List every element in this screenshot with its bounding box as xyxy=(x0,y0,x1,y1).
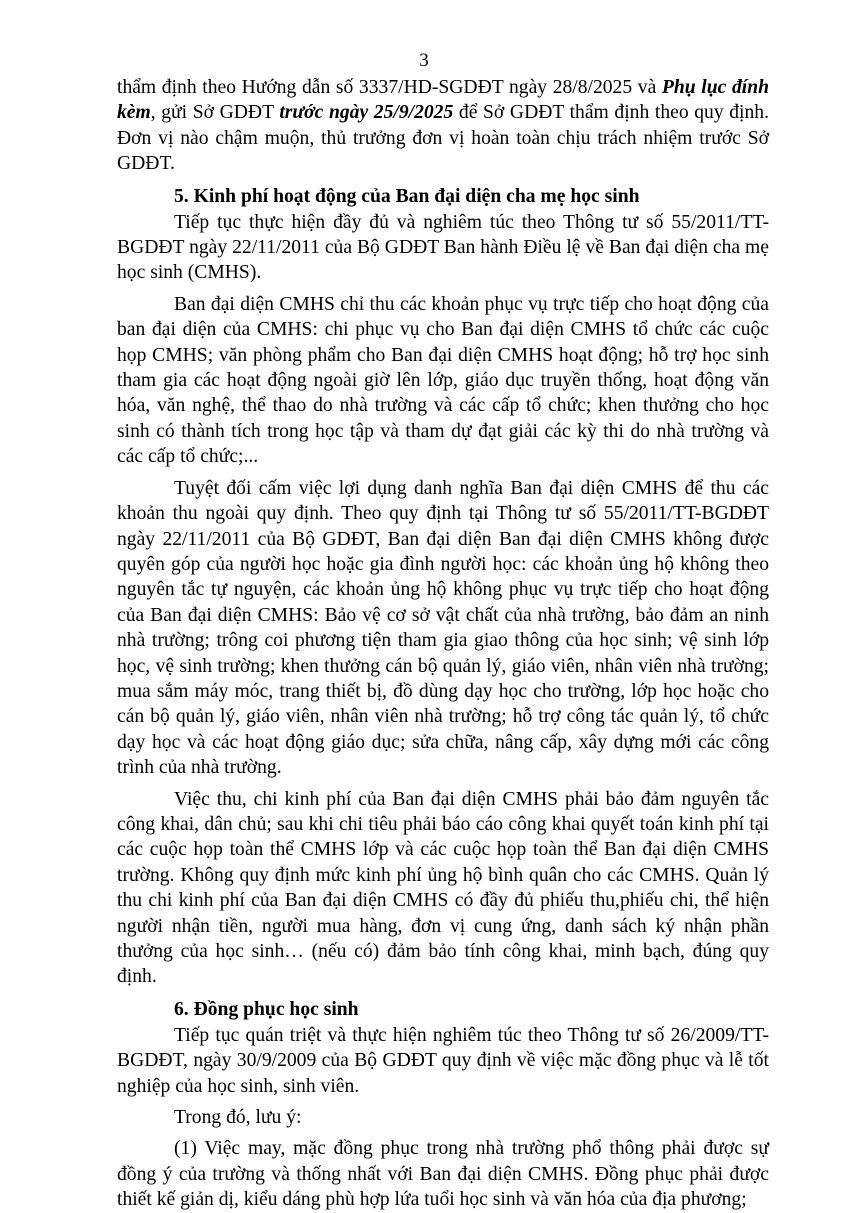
intro-text-3: , gửi Sở GDĐT xyxy=(150,102,280,124)
intro-appendix-emphasis: Phụ lục đính kèm xyxy=(117,77,769,124)
section-6-paragraph-2: Trong đó, lưu ý: xyxy=(174,1107,302,1129)
document-body xyxy=(117,75,769,1213)
section-5-heading: 5. Kinh phí hoạt động của Ban đại diện cha mẹ học sinh xyxy=(174,185,640,207)
intro-paragraph xyxy=(117,75,769,177)
intro-text-1: thẩm định theo Hướng dẫn số 3337/HD-SGDĐT ngày 28/8/2025 và xyxy=(117,77,662,98)
page-number: 3 xyxy=(419,50,429,71)
section-5-paragraph-3: Tuyệt đối cấm việc lợi dụng danh nghĩa Ban đại diện CMHS để thu các khoản thu ngoài quy định. Theo quy định tại Thông tư số 55/2011/TT-BGDĐT ngày 22/11/2011 của Bộ GDĐT, Ban đại diện Ban đại diện CMHS không được quyên góp của người học hoặc gia đình người học: các khoản ủng hộ không theo nguyên tắc tự nguyện, các khoản ủng hộ không phục vụ trực tiếp cho hoạt động của Ban đại diện CMHS: Bảo vệ cơ sở vật chất của nhà trường, bảo đảm an ninh nhà trường; trông coi phương tiện tham gia giao thông của học sinh; vệ sinh lớp học, vệ sinh trường; khen thưởng cán bộ quản lý, giáo viên, nhân viên nhà trường; mua sắm máy móc, trang thiết bị, đồ dùng dạy học cho trường, lớp học hoặc cho cán bộ quản lý, giáo viên, nhân viên nhà trường; hỗ trợ công tác quản lý, tổ chức dạy học và các hoạt động giáo dục; sửa chữa, nâng cấp, xây dựng mới các công trình của nhà trường. xyxy=(117,477,769,779)
section-5-paragraph-1: Tiếp tục thực hiện đầy đủ và nghiêm túc theo Thông tư số 55/2011/TT-BGDĐT ngày 22/11/2011 của Bộ GDĐT Ban hành Điều lệ về Ban đại diện cha mẹ học sinh (CMHS). xyxy=(117,211,769,284)
section-5-paragraph-2: Ban đại diện CMHS chỉ thu các khoản phục vụ trực tiếp cho hoạt động của ban đại diện của CMHS: chi phục vụ cho Ban đại diện CMHS tổ chức các cuộc họp CMHS; văn phòng phẩm cho Ban đại diện CMHS hoạt động; hỗ trợ học sinh tham gia các hoạt động ngoài giờ lên lớp, giáo dục truyền thống, hoạt động văn hóa, văn nghệ, thể thao do nhà trường và các cấp tổ chức; khen thưởng cho học sinh có thành tích trong học tập và tham dự đạt giải các kỳ thi do nhà trường và các cấp tổ chức;... xyxy=(117,293,769,468)
section-6-heading: 6. Đồng phục học sinh xyxy=(174,998,359,1020)
section-5-paragraph-4: Việc thu, chi kinh phí của Ban đại diện CMHS phải bảo đảm nguyên tắc công khai, dân chủ; sau khi chi tiêu phải báo cáo công khai quyết toán kinh phí tại các cuộc họp toàn thể CMHS lớp và các cuộc họp toàn thể Ban đại diện CMHS trường. Không quy định mức kinh phí ủng hộ bình quân cho các CMHS. Quản lý thu chi kinh phí của Ban đại diện CMHS có đầy đủ phiếu thu,phiếu chi, thể hiện người nhận tiền, người mua hàng, đơn vị cung ứng, danh sách ký nhận phần thưởng của học sinh… (nếu có) đảm bảo tính công khai, minh bạch, đúng quy định. xyxy=(117,788,769,988)
intro-deadline-emphasis: trước ngày 25/9/2025 xyxy=(279,102,454,124)
intro-text-5: để Sở GDĐT thẩm định theo quy định. Đơn vị nào chậm muộn, thủ trưởng đơn vị hoàn toàn chịu trách nhiệm trước Sở GDĐT. xyxy=(117,102,769,175)
section-6-paragraph-3: (1) Việc may, mặc đồng phục trong nhà trường phổ thông phải được sự đồng ý của trường và thống nhất với Ban đại diện CMHS. Đồng phục phải được thiết kế giản dị, kiểu dáng phù hợp lứa tuổi học sinh và văn hóa của địa phương; xyxy=(117,1138,769,1211)
section-6-paragraph-1: Tiếp tục quán triệt và thực hiện nghiêm túc theo Thông tư số 26/2009/TT-BGDĐT, ngày 30/9/2009 của Bộ GDĐT quy định về việc mặc đồng phục và lễ tốt nghiệp của học sinh, sinh viên. xyxy=(117,1024,769,1097)
